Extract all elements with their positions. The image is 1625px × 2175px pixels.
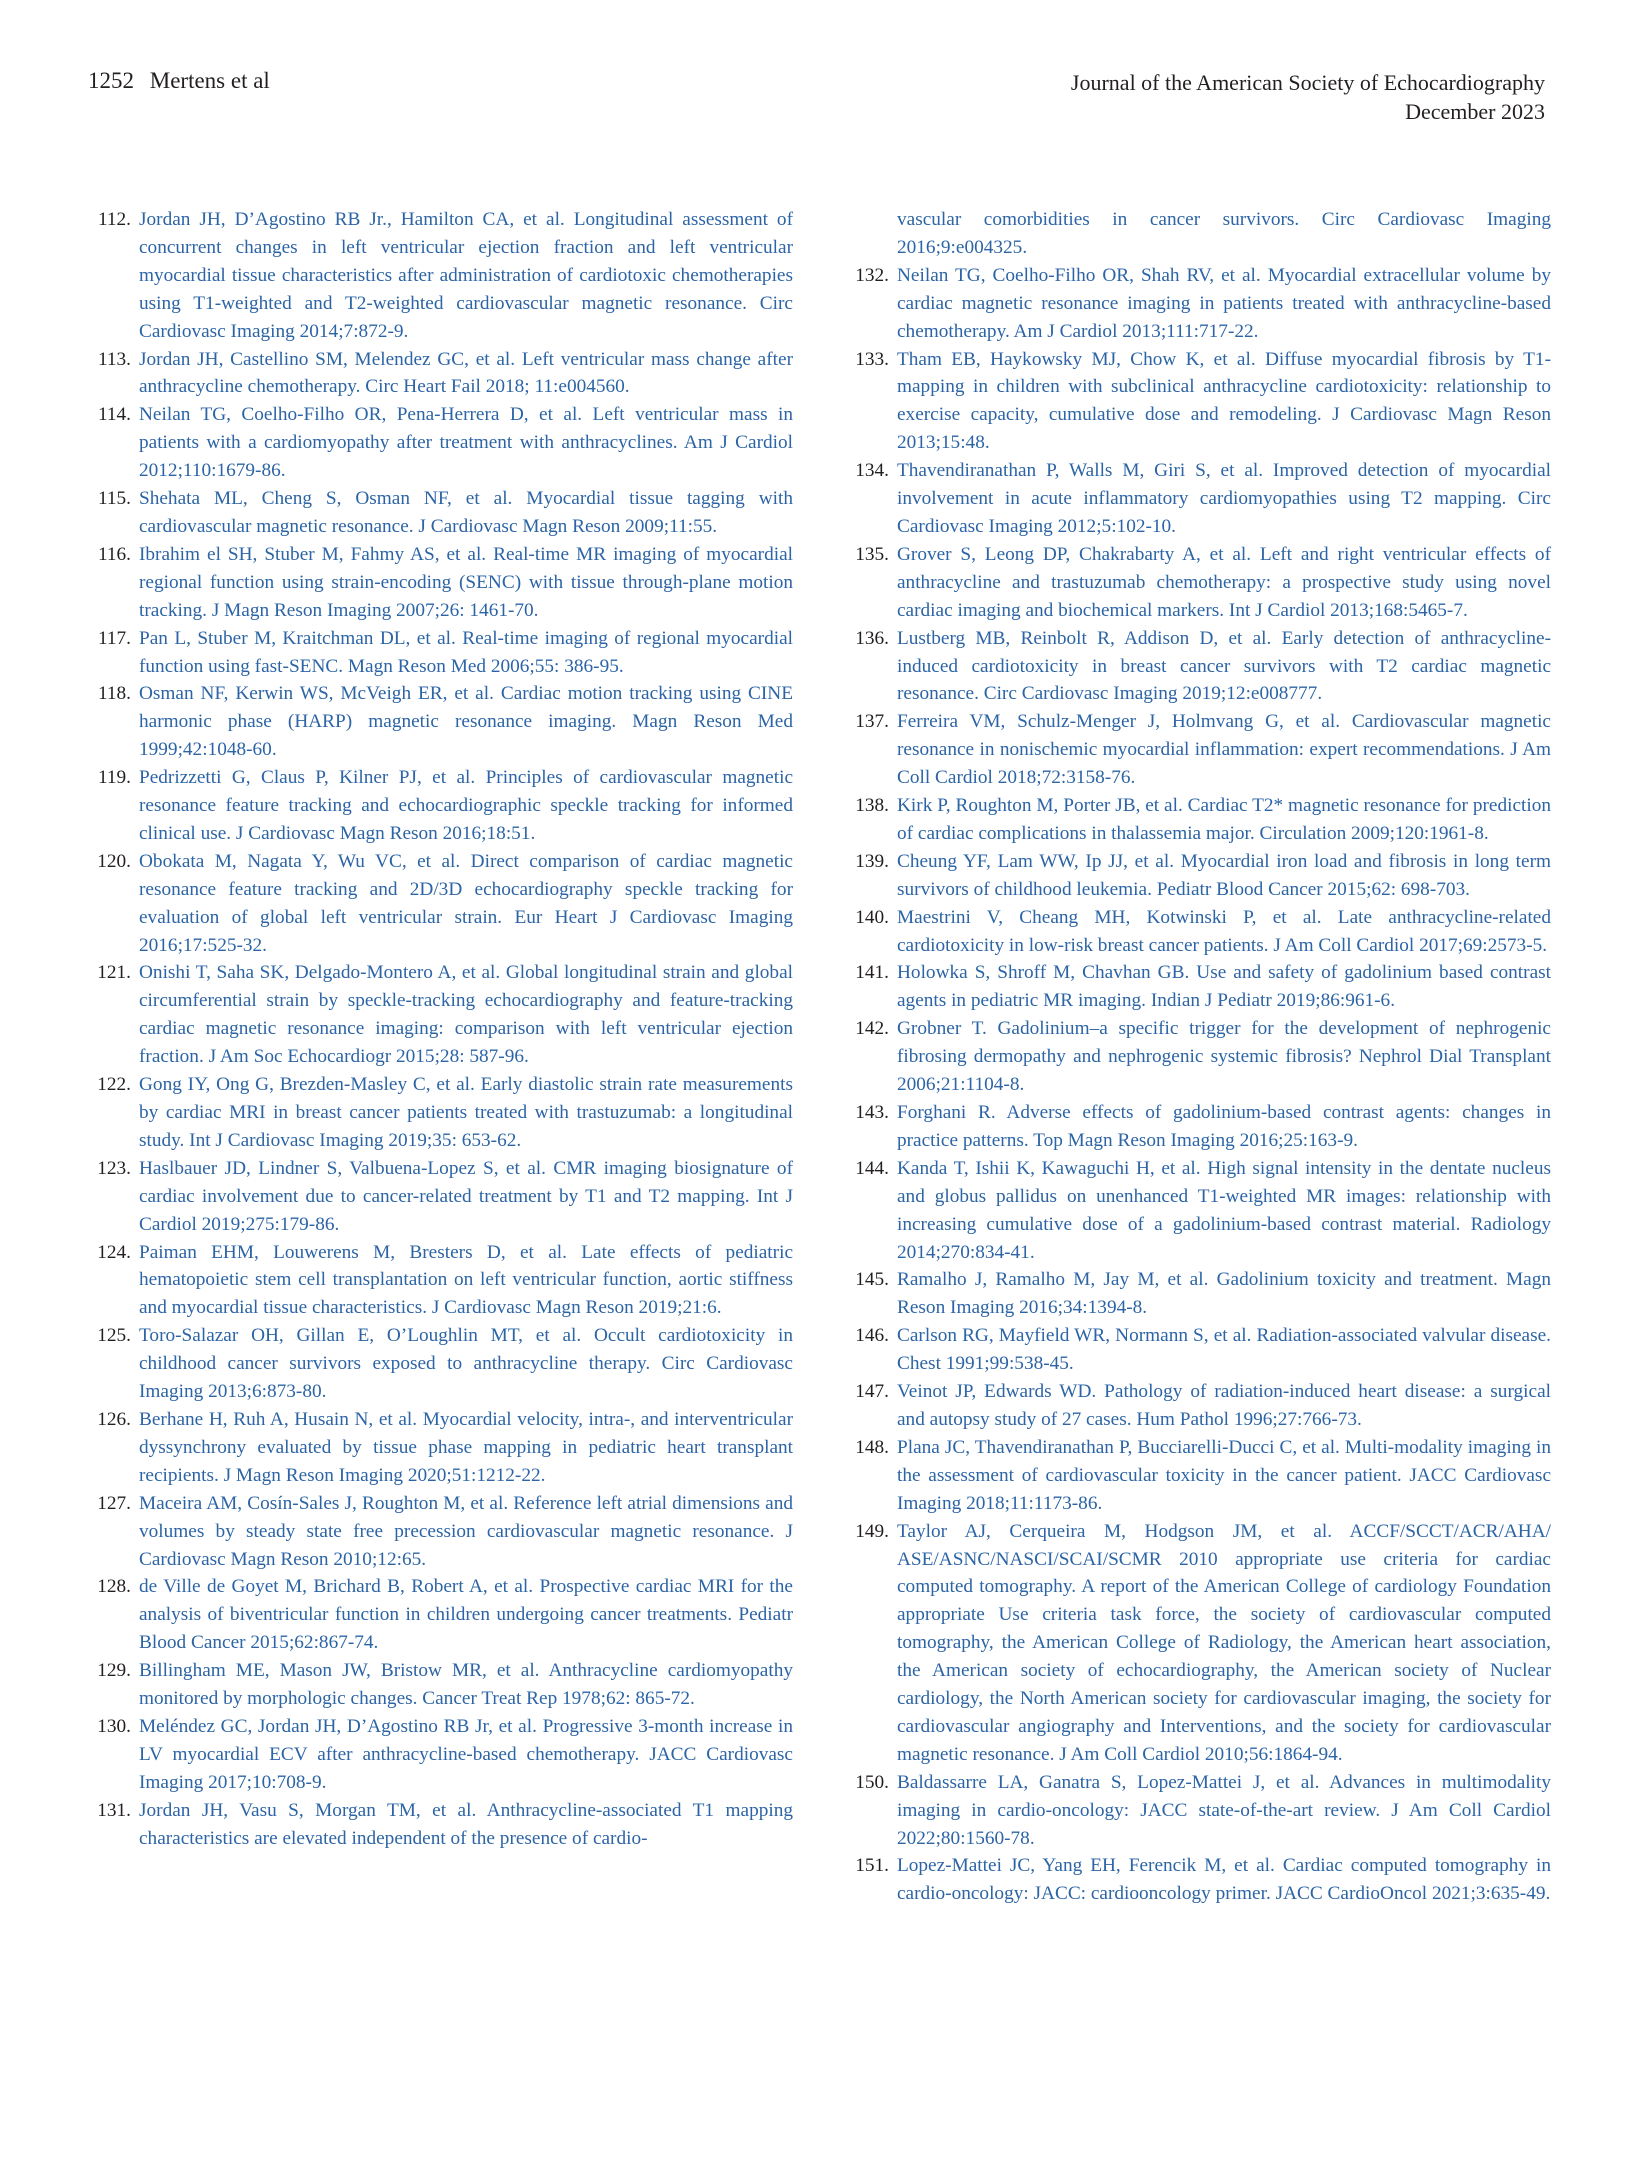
reference-entry[interactable] [846, 1015, 1551, 1099]
reference-link[interactable]: Kirk P, Roughton M, Porter JB, et al. Cardiac T2* magnetic resonance for prediction of cardiac complications in thalassemia major. Circulation 2009;120:1961-8. [897, 795, 1551, 844]
page-number: 1252 [88, 68, 134, 93]
reference-entry[interactable] [88, 1490, 793, 1574]
reference-column-left [88, 206, 793, 1852]
reference-entry[interactable] [846, 346, 1551, 458]
reference-number: 115. [97, 488, 131, 510]
reference-number: 127. [97, 1492, 131, 1514]
reference-number: 126. [97, 1408, 131, 1430]
reference-number: 121. [97, 962, 131, 984]
reference-entry[interactable] [846, 1518, 1551, 1769]
reference-link[interactable]: Gong IY, Ong G, Brezden-Masley C, et al. Early diastolic strain rate measurements by cardiac MRI in breast cancer patients treated with trastuzumab: a longitudinal study. Int J Cardiovasc Imaging 2019;35: 653-62. [139, 1074, 793, 1151]
reference-entry[interactable] [846, 262, 1551, 346]
reference-link[interactable]: Lustberg MB, Reinbolt R, Addison D, et al. Early detection of anthracycline-induced cardiotoxicity in breast cancer survivors with T2 cardiac magnetic resonance. Circ Cardiovasc Imaging 2019;12:e008777. [897, 627, 1551, 705]
reference-number: 140. [855, 906, 889, 928]
reference-link[interactable]: Carlson RG, Mayfield WR, Normann S, et al. Radiation-associated valvular disease. Chest 1991;99:538-45. [897, 1325, 1551, 1375]
reference-link[interactable]: Toro-Salazar OH, Gillan E, O’Loughlin MT, et al. Occult cardiotoxicity in childhood cancer survivors exposed to anthracycline therapy. Circ Cardiovasc Imaging 2013;6:873-80. [139, 1325, 793, 1403]
reference-link[interactable]: Onishi T, Saha SK, Delgado-Montero A, et al. Global longitudinal strain and global circumferential strain by speckle-tracking echocardiography and feature-tracking cardiac magnetic resonance imaging: comparison with left ventricular ejection fraction. J Am Soc Echocardiogr 2015;28: 587-96. [139, 962, 793, 1068]
reference-link[interactable]: Holowka S, Shroff M, Chavhan GB. Use and safety of gadolinium based contrast agents in pediatric MR imaging. Indian J Pediatr 2019;86:961-6. [897, 962, 1551, 1012]
reference-entry[interactable] [88, 1657, 793, 1713]
reference-link[interactable]: Meléndez GC, Jordan JH, D’Agostino RB Jr, et al. Progressive 3-month increase in LV myocardial ECV after anthracycline-based chemotherapy. JACC Cardiovasc Imaging 2017;10:708-9. [139, 1715, 793, 1793]
reference-entry[interactable] [88, 401, 793, 485]
reference-link[interactable]: Taylor AJ, Cerqueira M, Hodgson JM, et al. ACCF/SCCT/ACR/AHA/ ASE/ASNC/NASCI/SCAI/SCMR 2010 appropriate use criteria for cardiac computed tomography. A report of the American College of cardiology Foundation appropriate Use criteria task force, the society of cardiovascular computed tomography, the American College of Radiology, the American heart association, the American society of echocardiography, the American society of Nuclear cardiology, the North American society for cardiovascular imaging, the society for cardiovascular angiography and Interventions, and the society for cardiovascular magnetic resonance. J Am Coll Cardiol 2010;56:1864-94. [897, 1520, 1551, 1765]
reference-link[interactable]: Neilan TG, Coelho-Filho OR, Shah RV, et al. Myocardial extracellular volume by cardiac magnetic resonance imaging in patients treated with anthracycline-based chemotherapy. Am J Cardiol 2013;111:717-22. [897, 264, 1551, 342]
reference-entry[interactable] [88, 1155, 793, 1239]
reference-number: 125. [97, 1325, 131, 1347]
reference-number: 114. [97, 404, 131, 426]
reference-link[interactable]: Pedrizzetti G, Claus P, Kilner PJ, et al. Principles of cardiovascular magnetic resonance feature tracking and echocardiographic speckle tracking for informed clinical use. J Cardiovasc Magn Reson 2016;18:51. [139, 767, 793, 844]
reference-link[interactable]: Pan L, Stuber M, Kraitchman DL, et al. Real-time imaging of regional myocardial function using fast-SENC. Magn Reson Med 2006;55: 386-95. [139, 627, 793, 677]
reference-link[interactable]: Lopez-Mattei JC, Yang EH, Ferencik M, et al. Cardiac computed tomography in cardio-oncology: JACC: cardiooncology primer. JACC CardioOncol 2021;3:635-49. [897, 1855, 1551, 1905]
reference-entry[interactable] [88, 1797, 793, 1853]
reference-entry[interactable] [846, 206, 1551, 262]
reference-number: 137. [855, 711, 889, 733]
reference-entry[interactable] [88, 1322, 793, 1406]
reference-link[interactable]: Baldassarre LA, Ganatra S, Lopez-Mattei J, et al. Advances in multimodality imaging in cardio-oncology: JACC state-of-the-art review. J Am Coll Cardiol 2022;80:1560-78. [897, 1771, 1551, 1849]
reference-number: 120. [97, 850, 131, 872]
reference-link[interactable]: Paiman EHM, Louwerens M, Bresters D, et al. Late effects of pediatric hematopoietic stem cell transplantation on left ventricular function, aortic stiffness and myocardial tissue characteristics. J Cardiovasc Magn Reson 2019;21:6. [139, 1241, 793, 1319]
reference-entry[interactable] [88, 1713, 793, 1797]
reference-number: 141. [855, 962, 889, 984]
reference-number: 136. [855, 627, 889, 649]
reference-entry[interactable] [846, 959, 1551, 1015]
reference-entry[interactable] [88, 959, 793, 1071]
reference-entry[interactable] [846, 1099, 1551, 1155]
reference-number: 130. [97, 1715, 131, 1737]
reference-link[interactable]: Ferreira VM, Schulz-Menger J, Holmvang G, et al. Cardiovascular magnetic resonance in nonischemic myocardial inflammation: expert recommendations. J Am Coll Cardiol 2018;72:3158-76. [897, 711, 1551, 789]
reference-entry[interactable] [846, 1769, 1551, 1853]
reference-entry[interactable] [846, 457, 1551, 541]
reference-entry[interactable] [846, 1322, 1551, 1378]
reference-number: 150. [855, 1771, 889, 1793]
reference-entry[interactable] [88, 1239, 793, 1323]
reference-number: 142. [855, 1018, 889, 1040]
reference-number: 118. [97, 683, 131, 705]
reference-entry[interactable] [846, 1266, 1551, 1322]
reference-number: 146. [855, 1325, 889, 1347]
reference-number: 148. [855, 1436, 889, 1458]
reference-number: 117. [97, 627, 131, 649]
reference-entry[interactable] [88, 764, 793, 848]
reference-entry[interactable] [846, 1434, 1551, 1518]
reference-number: 124. [97, 1241, 131, 1263]
reference-entry[interactable] [846, 625, 1551, 709]
reference-entry[interactable] [88, 848, 793, 960]
reference-number: 147. [855, 1381, 889, 1403]
reference-number: 131. [97, 1799, 131, 1821]
reference-entry[interactable] [846, 1852, 1551, 1908]
reference-number: 139. [855, 850, 889, 872]
reference-entry[interactable] [846, 848, 1551, 904]
reference-link[interactable]: Obokata M, Nagata Y, Wu VC, et al. Direct comparison of cardiac magnetic resonance feature tracking and 2D/3D echocardiography speckle tracking for evaluation of global left ventricular strain. Eur Heart J Cardiovasc Imaging 2016;17:525-32. [139, 850, 793, 956]
reference-entry[interactable] [846, 904, 1551, 960]
reference-number: 143. [855, 1102, 889, 1123]
reference-link[interactable]: Tham EB, Haykowsky MJ, Chow K, et al. Diffuse myocardial fibrosis by T1-mapping in children with subclinical anthracycline cardiotoxicity: relationship to exercise capacity, cumulative dose and remodeling. J Cardiovasc Magn Reson 2013;15:48. [897, 348, 1551, 454]
reference-number: 135. [855, 543, 889, 565]
journal-title: Journal of the American Society of Echocardiography [1070, 70, 1545, 95]
reference-number: 144. [855, 1157, 889, 1179]
reference-number: 132. [855, 264, 889, 286]
reference-link[interactable]: vascular comorbidities in cancer survivors. Circ Cardiovasc Imaging 2016;9:e004325. [897, 209, 1551, 258]
reference-number: 122. [97, 1074, 131, 1096]
running-head-left [88, 68, 270, 94]
reference-link[interactable]: Shehata ML, Cheng S, Osman NF, et al. Myocardial tissue tagging with cardiovascular magnetic resonance. J Cardiovasc Magn Reson 2009;11:55. [139, 488, 793, 537]
reference-number: 113. [97, 348, 131, 370]
reference-link[interactable]: Jordan JH, Castellino SM, Melendez GC, et al. Left ventricular mass change after anthracycline chemotherapy. Circ Heart Fail 2018; 11:e004560. [139, 348, 793, 398]
author-line: Mertens et al [149, 68, 270, 93]
reference-link[interactable]: Osman NF, Kerwin WS, McVeigh ER, et al. Cardiac motion tracking using CINE harmonic phase (HARP) magnetic resonance imaging. Magn Reson Med 1999;42:1048-60. [139, 683, 793, 761]
reference-entry[interactable] [846, 541, 1551, 625]
reference-entry[interactable] [88, 1071, 793, 1155]
running-head-right [1071, 68, 1545, 126]
reference-link[interactable]: Berhane H, Ruh A, Husain N, et al. Myocardial velocity, intra-, and interventricular dyssynchrony evaluated by tissue phase mapping in pediatric heart transplant recipients. J Magn Reson Imaging 2020;51:1212-22. [139, 1408, 793, 1486]
reference-number: 128. [97, 1576, 131, 1598]
reference-link[interactable]: de Ville de Goyet M, Brichard B, Robert A, et al. Prospective cardiac MRI for the analysis of biventricular function in children undergoing cancer treatments. Pediatr Blood Cancer 2015;62:867-74. [139, 1576, 793, 1654]
reference-link[interactable]: Jordan JH, Vasu S, Morgan TM, et al. Anthracycline-associated T1 mapping characteristics are elevated independent of the presence of cardio- [139, 1799, 793, 1849]
reference-link[interactable]: Maestrini V, Cheang MH, Kotwinski P, et al. Late anthracycline-related cardiotoxicity in low-risk breast cancer patients. J Am Coll Cardiol 2017;69:2573-5. [897, 906, 1551, 956]
reference-link[interactable]: Ramalho J, Ramalho M, Jay M, et al. Gadolinium toxicity and treatment. Magn Reson Imaging 2016;34:1394-8. [897, 1269, 1551, 1319]
reference-link[interactable]: Haslbauer JD, Lindner S, Valbuena-Lopez S, et al. CMR imaging biosignature of cardiac involvement due to cancer-related treatment by T1 and T2 mapping. Int J Cardiol 2019;275:179-86. [139, 1157, 793, 1235]
reference-link[interactable]: Grover S, Leong DP, Chakrabarty A, et al. Left and right ventricular effects of anthracycline and trastuzumab chemotherapy: a prospective study using novel cardiac imaging and biochemical markers. Int J Cardiol 2013;168:5465-7. [897, 543, 1551, 621]
reference-column-right [846, 206, 1551, 1908]
reference-number: 129. [97, 1660, 131, 1682]
reference-link[interactable]: Thavendiranathan P, Walls M, Giri S, et al. Improved detection of myocardial involvement in acute inflammatory cardiomyopathies using T2 mapping. Circ Cardiovasc Imaging 2012;5:102-10. [897, 460, 1551, 537]
reference-number: 145. [855, 1269, 889, 1291]
reference-number: 133. [855, 348, 889, 370]
reference-link[interactable]: Neilan TG, Coelho-Filho OR, Pena-Herrera D, et al. Left ventricular mass in patients with a cardiomyopathy after treatment with anthracyclines. Am J Cardiol 2012;110:1679-86. [139, 404, 793, 482]
reference-entry[interactable] [88, 346, 793, 402]
reference-number: 134. [855, 460, 889, 482]
reference-link[interactable]: Forghani R. Adverse effects of gadolinium-based contrast agents: changes in practice patterns. Top Magn Reson Imaging 2016;25:163-9. [897, 1102, 1551, 1151]
reference-entry[interactable] [846, 1155, 1551, 1267]
reference-link[interactable]: Billingham ME, Mason JW, Bristow MR, et al. Anthracycline cardiomyopathy monitored by morphologic changes. Cancer Treat Rep 1978;62: 865-72. [139, 1660, 793, 1710]
reference-link[interactable]: Veinot JP, Edwards WD. Pathology of radiation-induced heart disease: a surgical and autopsy study of 27 cases. Hum Pathol 1996;27:766-73. [897, 1381, 1551, 1430]
reference-number: 112. [97, 209, 131, 230]
reference-number: 116. [97, 543, 131, 565]
reference-entry[interactable] [88, 1406, 793, 1490]
reference-number: 149. [855, 1520, 889, 1542]
reference-entry[interactable] [846, 792, 1551, 848]
reference-number: 119. [97, 767, 131, 789]
reference-entry[interactable] [846, 708, 1551, 792]
reference-number: 151. [855, 1855, 889, 1877]
reference-link[interactable]: Cheung YF, Lam WW, Ip JJ, et al. Myocardial iron load and fibrosis in long term survivors of childhood leukemia. Pediatr Blood Cancer 2015;62: 698-703. [897, 850, 1551, 900]
reference-number: 123. [97, 1157, 131, 1179]
reference-link[interactable]: Jordan JH, D’Agostino RB Jr., Hamilton CA, et al. Longitudinal assessment of concurrent changes in left ventricular ejection fraction and left ventricular myocardial tissue characteristics after administration of cardiotoxic chemotherapies using T1-weighted and T2-weighted cardiovascular magnetic resonance. Circ Cardiovasc Imaging 2014;7:872-9. [139, 209, 793, 342]
reference-number: 138. [855, 795, 889, 817]
reference-entry[interactable] [88, 485, 793, 541]
reference-link[interactable]: Maceira AM, Cosín-Sales J, Roughton M, et al. Reference left atrial dimensions and volumes by steady state free precession cardiovascular magnetic resonance. J Cardiovasc Magn Reson 2010;12:65. [139, 1492, 793, 1570]
reference-entry[interactable] [88, 541, 793, 625]
reference-entry[interactable] [88, 206, 793, 346]
reference-link[interactable]: Plana JC, Thavendiranathan P, Bucciarelli-Ducci C, et al. Multi-modality imaging in the assessment of cardiovascular toxicity in the cancer patient. JACC Cardiovasc Imaging 2018;11:1173-86. [897, 1436, 1551, 1514]
reference-entry[interactable] [846, 1378, 1551, 1434]
reference-link[interactable]: Kanda T, Ishii K, Kawaguchi H, et al. High signal intensity in the dentate nucleus and globus pallidus on unenhanced T1-weighted MR images: relationship with increasing cumulative dose of a gadolinium-based contrast material. Radiology 2014;270:834-41. [897, 1157, 1551, 1263]
reference-entry[interactable] [88, 680, 793, 764]
issue-date: December 2023 [1405, 99, 1545, 124]
reference-entry[interactable] [88, 625, 793, 681]
reference-link[interactable]: Ibrahim el SH, Stuber M, Fahmy AS, et al. Real-time MR imaging of myocardial regional function using strain-encoding (SENC) with tissue through-plane motion tracking. J Magn Reson Imaging 2007;26: 1461-70. [139, 543, 793, 621]
reference-link[interactable]: Grobner T. Gadolinium–a specific trigger for the development of nephrogenic fibrosing dermopathy and nephrogenic systemic fibrosis? Nephrol Dial Transplant 2006;21:1104-8. [897, 1018, 1551, 1096]
reference-entry[interactable] [88, 1573, 793, 1657]
